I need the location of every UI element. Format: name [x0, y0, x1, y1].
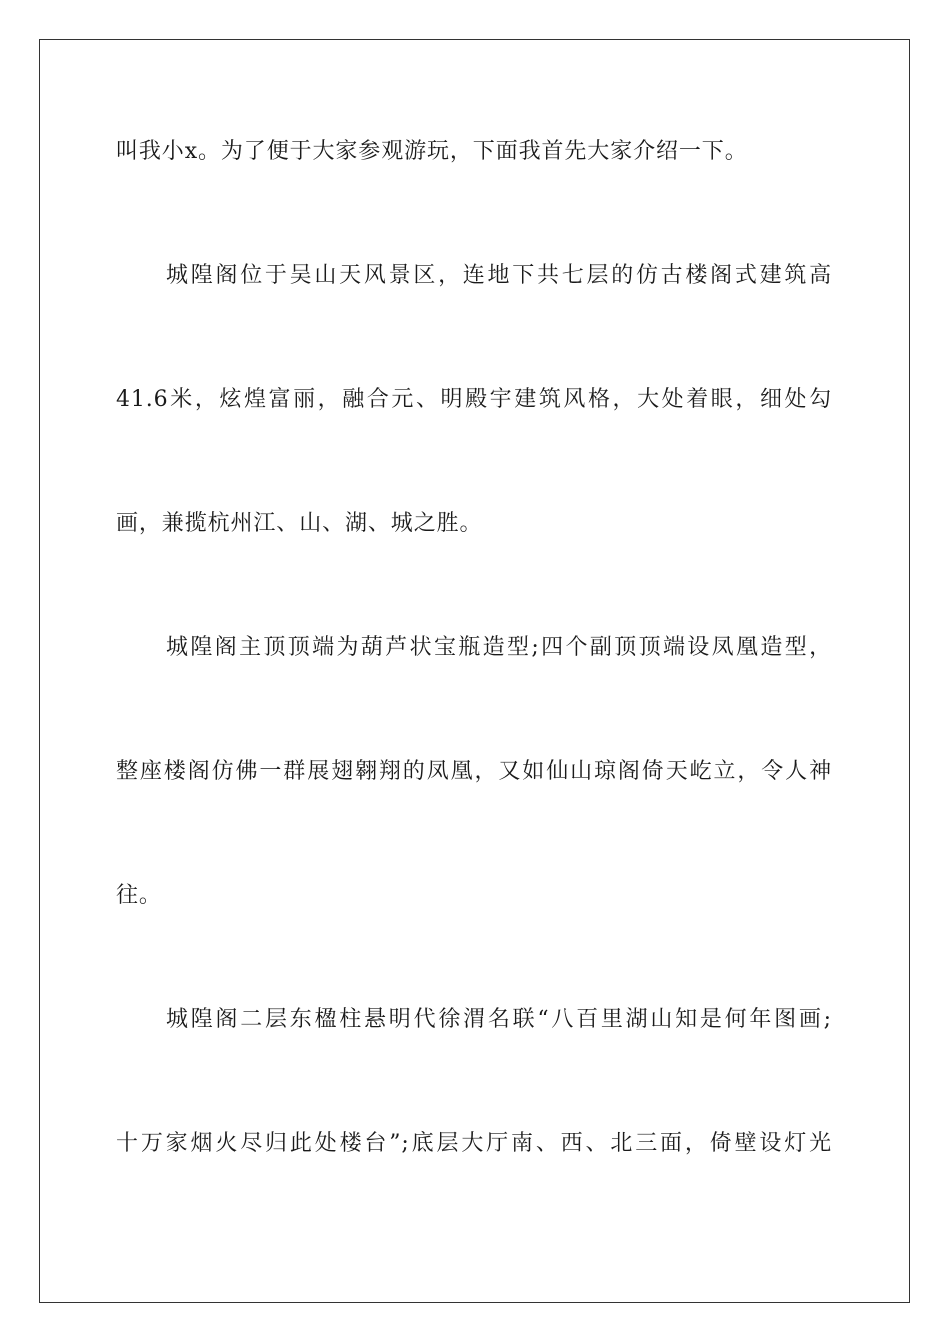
paragraph-1-line-1: 叫我小x。为了便于大家参观游玩，下面我首先大家介绍一下。 — [116, 139, 748, 164]
page-border — [39, 39, 910, 1303]
paragraph-4-line-2: 十万家烟火尽归此处楼台”;底层大厅南、西、北三面，倚壁设灯光 — [116, 1131, 832, 1156]
paragraph-3-line-3: 往。 — [116, 883, 162, 908]
paragraph-3-line-2: 整座楼阁仿佛一群展翅翱翔的凤凰，又如仙山琼阁倚天屹立，令人神 — [116, 759, 832, 784]
paragraph-2-line-1: 城隍阁位于吴山天风景区，连地下共七层的仿古楼阁式建筑高 — [166, 263, 832, 288]
paragraph-2-line-2: 41.6米，炫煌富丽，融合元、明殿宇建筑风格，大处着眼，细处勾 — [116, 387, 832, 412]
paragraph-4-line-1: 城隍阁二层东楹柱悬明代徐渭名联“八百里湖山知是何年图画; — [166, 1007, 832, 1032]
paragraph-3-line-1: 城隍阁主顶顶端为葫芦状宝瓶造型;四个副顶顶端设凤凰造型， — [166, 635, 832, 660]
paragraph-2-line-3: 画，兼揽杭州江、山、湖、城之胜。 — [116, 511, 483, 536]
